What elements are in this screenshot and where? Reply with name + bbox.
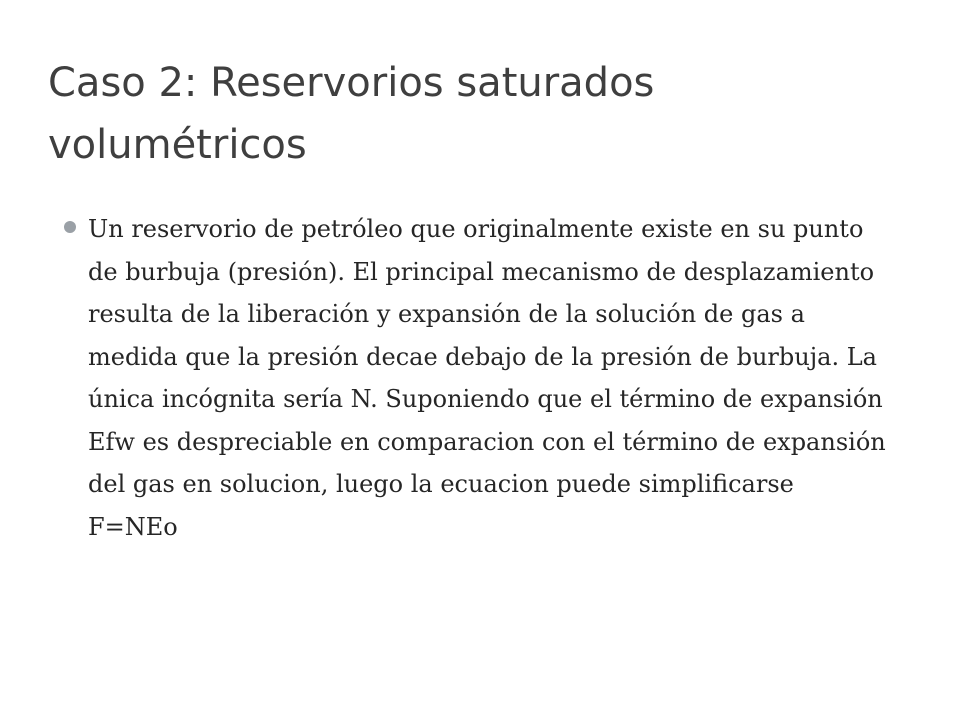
bullet-text: Un reservorio de petróleo que originalmente existe en su punto de burbuja (presión). El principal mecanismo de desplazamiento resulta de la liberación y expansión de la solución de gas a medida que la presión decae debajo de la presión de burbuja. La única incógnita sería N. Suponiendo que el término de expansión Efw es despreciable en comparacion con el término de expansión del gas en solucion, luego la ecuacion puede simplificarse F=NEo (88, 215, 886, 541)
slide-body (64, 208, 904, 548)
bullet-dot-icon (64, 221, 76, 233)
bullet-item (64, 208, 904, 548)
slide-title: Caso 2: Reservorios saturados volumétricos (48, 60, 655, 168)
